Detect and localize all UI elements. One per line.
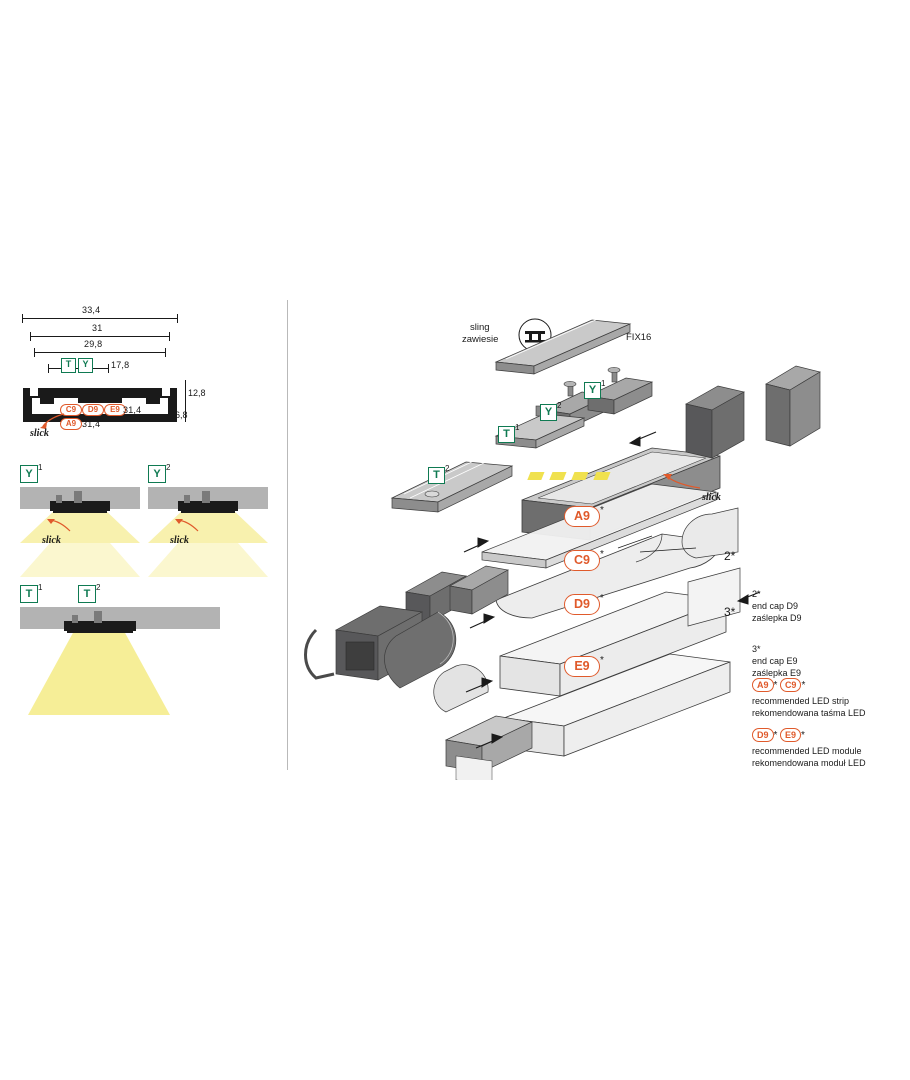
legend-led-strip	[752, 678, 902, 719]
dim-tick	[108, 364, 109, 373]
chip-exploded-t1: T	[498, 426, 515, 443]
dim-inner-width: 31	[92, 323, 103, 333]
legend-ref-2: 2*	[752, 589, 761, 599]
variant-superscript: 1	[38, 583, 43, 592]
chip-sup: 2	[445, 464, 450, 473]
dim-tick	[169, 332, 170, 341]
part-plate-t2	[392, 458, 512, 512]
brand-label-slick: slick	[42, 535, 61, 546]
legend-2-en: end cap D9	[752, 601, 799, 611]
legend-chip-c9: C9	[780, 678, 802, 692]
dim-channel-width: 29,8	[84, 339, 103, 349]
variant-superscript: 2	[166, 463, 171, 472]
chip-exploded-y1: Y	[584, 382, 601, 399]
legend-endcap-e9	[752, 643, 902, 679]
chip-d9-star: *	[600, 593, 604, 604]
cross-section-drawing	[20, 300, 205, 445]
chip-sup: 1	[515, 423, 520, 432]
chip-a9-star: *	[600, 505, 604, 516]
chip-cover-t: T	[61, 358, 76, 373]
dim-tick	[22, 314, 23, 323]
sling-label-en: sling	[470, 322, 490, 333]
callout-2: 2*	[724, 549, 736, 563]
chip-variant-y: Y	[148, 465, 166, 483]
legend-led-module	[752, 728, 902, 769]
slick-arrow-icon	[40, 513, 80, 537]
mounting-variant-y1	[20, 465, 140, 575]
chip-e9-star: *	[600, 655, 604, 666]
chip-variant-y: Y	[20, 465, 38, 483]
dim-tick	[30, 332, 31, 341]
legend-chip-e9: E9	[780, 728, 801, 742]
dim-line-total-width	[22, 318, 177, 319]
chip-exploded-t2: T	[428, 467, 445, 484]
legend-endcap-d9	[752, 588, 902, 624]
variant-superscript: 1	[38, 463, 43, 472]
chip-e9: E9	[564, 656, 600, 677]
chip-sup: 1	[601, 379, 606, 388]
vertical-divider	[287, 300, 288, 770]
part-endcaps-right	[686, 366, 820, 458]
legend-chip-e9-star: *	[800, 730, 805, 741]
legend-chip-d9: D9	[752, 728, 774, 742]
mounting-y1-svg	[20, 487, 140, 577]
chip-exploded-y2: Y	[540, 404, 557, 421]
legend-2-pl: zaślepka D9	[752, 613, 802, 623]
callout-3: 3*	[724, 605, 736, 619]
chip-e9: E9	[104, 404, 126, 416]
dim-tick	[172, 388, 173, 418]
legend-3-en: end cap E9	[752, 656, 798, 666]
dim-total-width: 33,4	[82, 305, 101, 315]
legend-strip-en: recommended LED strip	[752, 696, 850, 706]
legend-3-pl: zaślepka E9	[752, 668, 802, 678]
legend-chip-d9-star: *	[773, 730, 778, 741]
sling-code: FIX16	[626, 332, 652, 343]
dim-tick	[48, 364, 49, 373]
mounting-variant-y2	[148, 465, 268, 575]
dim-line-channel-width	[34, 352, 165, 353]
dim-height-total: 12,8	[188, 388, 206, 398]
dim-tick	[177, 314, 178, 323]
part-top-rail	[496, 318, 630, 374]
dim-tick	[165, 348, 166, 357]
dim-line-inner-width	[30, 336, 169, 337]
legend-chip-a9: A9	[752, 678, 774, 692]
chip-sup: 2	[557, 401, 562, 410]
dim-strip-width: 17,8	[111, 360, 130, 370]
chip-variant-t2: T	[78, 585, 96, 603]
legend-ref-3: 3*	[752, 644, 761, 654]
legend-module-en: recommended LED module	[752, 746, 862, 756]
dim-height-inner: 6,8	[175, 410, 188, 420]
legend-module-pl: rekomendowana moduł LED	[752, 758, 866, 768]
slick-arrow-icon	[168, 513, 208, 537]
chip-c9-star: *	[600, 549, 604, 560]
dim-depth-b: 31,4	[82, 419, 101, 429]
dim-tick	[34, 348, 35, 357]
chip-variant-t1: T	[20, 585, 38, 603]
chip-cover-y: Y	[78, 358, 93, 373]
brand-label-slick: slick	[170, 535, 189, 546]
part-halfround-cap	[434, 665, 488, 712]
chip-d9: D9	[82, 404, 104, 416]
legend-strip-pl: rekomendowana taśma LED	[752, 708, 866, 718]
chip-c9: C9	[564, 550, 600, 571]
chip-d9: D9	[564, 594, 600, 615]
mounting-t-svg	[20, 607, 220, 715]
variant-superscript: 2	[96, 583, 101, 592]
legend-chip-c9-star: *	[801, 680, 806, 691]
brand-label-slick: slick	[30, 428, 49, 439]
brand-label-slick: slick	[702, 492, 721, 503]
chip-a9: A9	[60, 418, 82, 430]
sling-label-pl: zawiesie	[462, 334, 499, 345]
chip-c9: C9	[60, 404, 82, 416]
chip-a9: A9	[564, 506, 600, 527]
dim-depth-a: 31,4	[123, 405, 142, 415]
mounting-variant-t	[20, 585, 220, 715]
legend-chip-a9-star: *	[773, 680, 778, 691]
mounting-y2-svg	[148, 487, 268, 577]
part-frame-bottom	[446, 716, 532, 780]
